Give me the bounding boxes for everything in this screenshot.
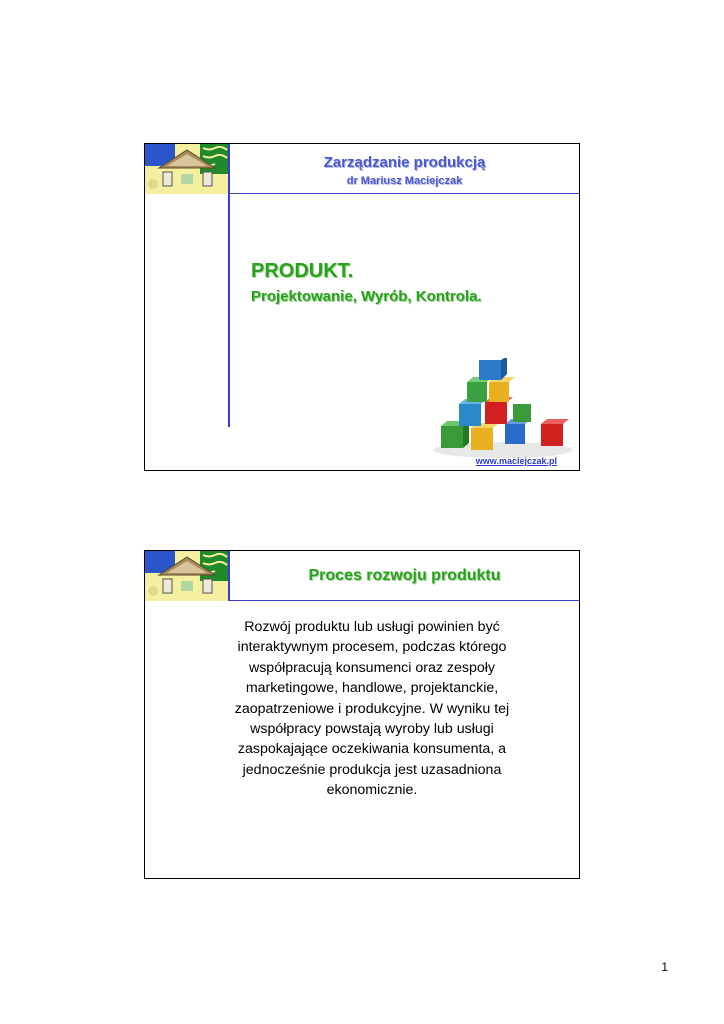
body-line: interaktywnym procesem, podczas którego [237,639,507,656]
body-line: współpracy powstają wyroby lub usługi [250,721,494,738]
body-line: jednocześnie produkcja jest uzasadniona [242,761,502,778]
body-line: zaopatrzeniowe i produkcyjne. W wyniku tej [234,700,510,717]
slide-heading: PRODUKT. [251,260,354,282]
author-name: dr Mariusz Maciejczak [346,175,463,187]
body-text [197,617,547,801]
slide-title: Proces rozwoju produktu [308,567,501,584]
body-line: Rozwój produktu lub usługi powinien być [244,619,500,635]
body-line: zaspokajające oczekiwania konsumenta, a [237,741,507,758]
website-link[interactable]: www.maciejczak.pl [475,456,557,466]
slide-1 [144,143,580,471]
slide-2 [144,550,580,879]
header-divider [228,193,579,194]
body-line: marketingowe, handlowe, projektanckie, [245,680,499,697]
body-line: ekonomicznie. [326,782,418,799]
house-logo-icon [145,551,228,601]
toy-blocks-icon [423,358,578,460]
header-divider [228,600,579,601]
house-logo-icon [145,144,228,194]
page-number: 1 [661,960,668,974]
course-title: Zarządzanie produkcją [323,154,486,171]
body-line: współpracują konsumenci oraz zespoły [248,659,496,676]
slide-subheading: Projektowanie, Wyrób, Kontrola. [251,288,482,305]
